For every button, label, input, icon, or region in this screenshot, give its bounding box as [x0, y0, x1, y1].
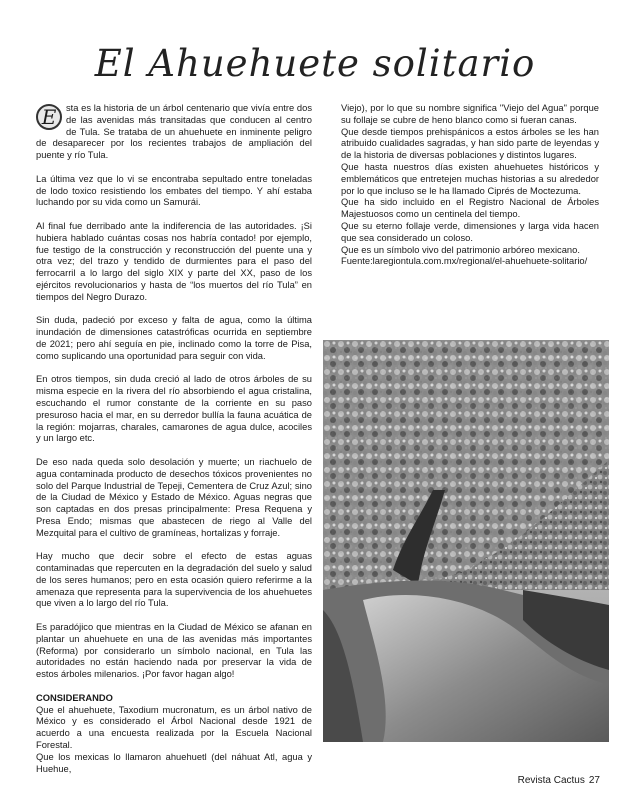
page-number: 27	[588, 775, 600, 786]
paragraph: Que los mexicas lo llamaron ahuehuetl (del náhuat Atl, agua y Huehue,	[36, 751, 312, 774]
paragraph: Que ha sido incluido en el Registro Nacional de Árboles Majestuosos como un centinela del tiempo.	[341, 197, 599, 220]
paragraph: Al final fue derribado ante la indiferencia de las autoridades. ¡Si hubiera hablado cuántas cosas nos habría contado! por ejemplo, fue testigo de la construcción y reconstrucción del puente una y otra vez; del trazo y tendido de durmientes para el paso del ferrocarril a lo largo del siglo XIX y parte del XX, paso de los ejércitos revolucionarios y hasta de “los muertos del río Tula” en tiempos del Negro Durazo.	[36, 220, 312, 302]
paragraph: Viejo), por lo que su nombre significa "Viejo del Agua" porque su follaje se cubre de heno blanco como si fueran canas.	[341, 103, 599, 125]
page-footer	[518, 775, 600, 786]
paragraph: Que el ahuehuete, Taxodium mucronatum, es un árbol nativo de México y es considerado el Árbol Nacional desde 1921 de acuerdo a una encuesta realizada por la Escuela Nacional Forestal.	[36, 704, 312, 751]
paragraph: Sin duda, padeció por exceso y falta de agua, como la última inundación de dimensiones catastróficas ocurrida en septiembre de 2021; pero ahí seguía en pie, inclinado como la torre de Pisa, como suplicando una oportunidad para seguir con vida.	[36, 315, 312, 361]
paragraph: De eso nada queda solo desolación y muerte; un riachuelo de agua contaminada producto de desechos tóxicos provenientes no solo del Parque Industrial de Tepeji, Cementera de Cruz Azul; sino de la Ciudad de México y Estado de México. Aguas negras que son captadas en dos presas principalmente: Presa Requena y Presa Endo; mismas que abastecen de riego al Valle del Mezquital para el cultivo de gramíneas, hortalizas y forraje.	[36, 456, 312, 538]
section-heading: CONSIDERANDO	[36, 692, 113, 703]
paragraph: Que su eterno follaje verde, dimensiones y larga vida hacen que sea considerado un coloso.	[341, 220, 599, 243]
right-column	[341, 103, 599, 280]
paragraph: Hay mucho que decir sobre el efecto de estas aguas contaminadas que repercuten en la degradación del suelo y salud de los seres humanos; pero en esta ocasión quiero referirme a la amenaza que representa para la supervivencia de los ahuehuetes que viven a lo largo del río Tula.	[36, 551, 312, 609]
left-column	[36, 103, 312, 775]
paragraph: Es paradójico que mientras en la Ciudad de México se afanan en plantar un ahuehuete en una de las avenidas más importantes (Reforma) por considerarlo un símbolo nacional, en Tula las autoridades no están haciendo nada por preservar la vida de estos árboles milenarios. ¡Por favor hagan algo!	[36, 622, 312, 680]
paragraph: Que es un símbolo vivo del patrimonio arbóreo mexicano.	[341, 244, 580, 255]
paragraph-intro	[36, 103, 312, 162]
paragraph-intro-text: sta es la historia de un árbol centenario que vivía entre dos de las avenidas más transitadas que conducen al centro de Tula. Se trataba de un ahuehuete en inminente peligro de desaparecer por los recientes trabajos de ampliación del puente y río Tula.	[36, 103, 312, 161]
dropcap-letter: E	[36, 104, 62, 130]
magazine-name: Revista Cactus	[517, 775, 585, 786]
paragraph: Que desde tiempos prehispánicos a estos árboles se les han atribuido cualidades sagradas, y han sido parte de leyendas y de la historia de diversas poblaciones y distintos lugares.	[341, 126, 599, 161]
paragraph: La última vez que lo vi se encontraba sepultado entre toneladas de lodo toxico resistiendo los embates del tiempo. Y ahí estaba luchando por su vida como un Samurái.	[36, 173, 312, 208]
ahuehuete-photo	[323, 340, 609, 742]
article-title: El Ahuehuete solitario	[94, 42, 536, 85]
paragraph: Que hasta nuestros días existen ahuehuetes históricos y emblemáticos que entretejen muchas historias a su alrededor por lo que incluso se le ha llamado Ciprés de Moctezuma.	[341, 161, 599, 196]
paragraph: En otros tiempos, sin duda creció al lado de otros árboles de su misma especie en la rivera del río absorbiendo el agua cristalina, escuchando el rumor constante de la corriente en su paso presuroso hacia el mar, en su derredor bullía la fauna acuática de la región: mojarras, charales, camarones de agua dulce, acociles y un largo etc.	[36, 374, 312, 444]
source-link[interactable]: Fuente:laregiontula.com.mx/regional/el-ahuehuete-solitario/	[341, 256, 588, 267]
